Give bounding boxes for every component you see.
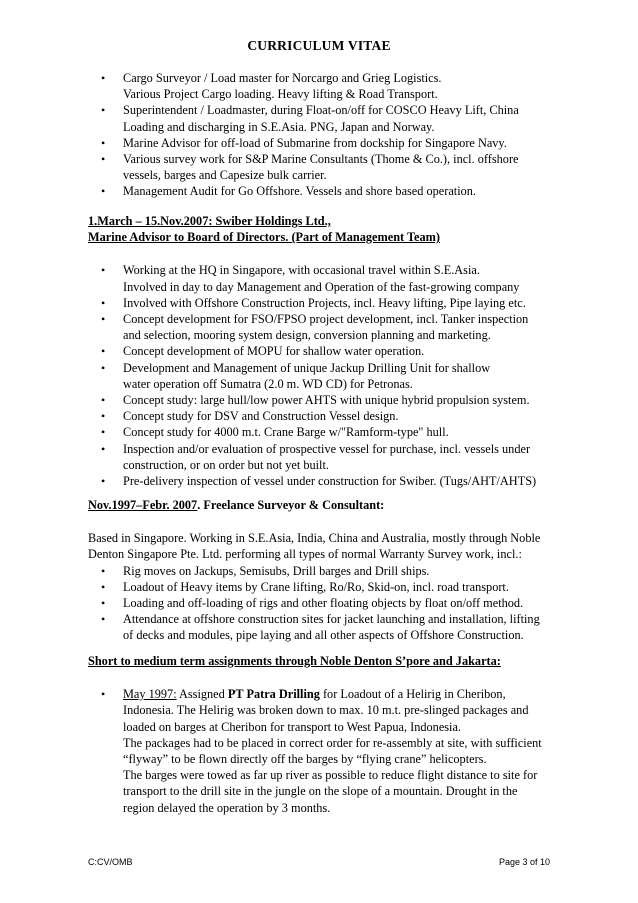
bullet-icon: • bbox=[101, 312, 106, 327]
footer-file-ref: C:CV/OMB bbox=[88, 857, 133, 867]
bullet-icon: • bbox=[101, 612, 106, 627]
bullet-text-line: Working at the HQ in Singapore, with occasional travel within S.E.Asia. bbox=[123, 263, 480, 278]
swiber-heading-line1: 1.March – 15.Nov.2007: Swiber Holdings Ltd., bbox=[88, 214, 331, 228]
list-item bbox=[88, 473, 558, 489]
bullet-text-line: Loading and off-loading of rigs and other floating objects by float on/off method. bbox=[123, 596, 524, 611]
bullet-text-line: Attendance at offshore construction sites for jacket launching and installation, lifting bbox=[123, 612, 540, 627]
noble-bullet-list bbox=[88, 686, 558, 816]
bullet-icon: • bbox=[101, 441, 106, 456]
bullet-icon: • bbox=[101, 563, 106, 578]
bullet-icon: • bbox=[101, 596, 106, 611]
noble-section bbox=[88, 653, 558, 816]
list-item bbox=[88, 135, 558, 151]
list-item bbox=[88, 262, 558, 294]
bullet-text-line: of decks and modules, pipe laying and all other aspects of Offshore Construction. bbox=[123, 628, 524, 643]
page-footer bbox=[88, 857, 550, 867]
list-item bbox=[88, 563, 558, 579]
bullet-icon: • bbox=[101, 184, 106, 199]
noble-heading: Short to medium term assignments through Noble Denton S’pore and Jakarta: bbox=[88, 654, 501, 668]
bullet-icon: • bbox=[101, 71, 106, 85]
assignment-date: May 1997: bbox=[123, 687, 177, 702]
bullet-text-line: Loading and discharging in S.E.Asia. PNG, Japan and Norway. bbox=[123, 119, 435, 134]
bullet-text-line: Concept development for FSO/FPSO project development, incl. Tanker inspection bbox=[123, 312, 529, 327]
list-item bbox=[88, 408, 558, 424]
freelance-heading-rest: . Freelance Surveyor & Consultant: bbox=[197, 498, 385, 512]
list-item bbox=[88, 424, 558, 440]
swiber-heading-line2: Marine Advisor to Board of Directors. (Part of Management Team) bbox=[88, 230, 440, 245]
bullet-text-line: and selection, mooring system design, conversion planning and marketing. bbox=[123, 328, 491, 343]
list-item bbox=[88, 70, 558, 102]
bullet-icon: • bbox=[101, 425, 106, 440]
swiber-bullet-list bbox=[88, 262, 558, 489]
assignment-pre: Assigned bbox=[176, 687, 228, 702]
assignment-text-line: Indonesia. The Helirig was broken down to max. 10 m.t. pre-slinged packages and bbox=[123, 703, 529, 718]
freelance-heading bbox=[88, 497, 558, 513]
bullet-icon: • bbox=[101, 409, 106, 424]
list-item bbox=[88, 595, 558, 611]
bullet-text-line: Various survey work for S&P Marine Consultants (Thome & Co.), incl. offshore bbox=[123, 152, 519, 167]
assignment-text-line: loaded on barges at Cheribon for transport to West Papua, Indonesia. bbox=[123, 719, 462, 734]
assignment-text-line: The barges were towed as far up river as possible to reduce flight distance to site for bbox=[123, 768, 538, 783]
freelance-section bbox=[88, 497, 558, 644]
bullet-text-line: Involved with Offshore Construction Projects, incl. Heavy lifting, Pipe laying etc. bbox=[123, 295, 526, 310]
bullet-text-line: Loadout of Heavy items by Crane lifting, Ro/Ro, Skid-on, incl. road transport. bbox=[123, 579, 509, 594]
bullet-icon: • bbox=[101, 360, 106, 375]
list-item bbox=[88, 295, 558, 311]
bullet-icon: • bbox=[101, 263, 106, 278]
intro-bullet-list bbox=[88, 70, 558, 200]
bullet-text-line: Rig moves on Jackups, Semisubs, Drill barges and Drill ships. bbox=[123, 563, 430, 578]
freelance-bullet-list bbox=[88, 563, 558, 644]
list-item bbox=[88, 611, 558, 643]
bullet-icon: • bbox=[101, 152, 106, 167]
bullet-text-line: Development and Management of unique Jackup Drilling Unit for shallow bbox=[123, 360, 491, 375]
intro-section bbox=[88, 70, 558, 200]
bullet-text-line: Concept study for 4000 m.t. Crane Barge w/"Ramform-type" hull. bbox=[123, 425, 449, 440]
bullet-text-line: Concept study for DSV and Construction Vessel design. bbox=[123, 409, 399, 424]
bullet-text-line: Involved in day to day Management and Operation of the fast-growing company bbox=[123, 279, 520, 294]
bullet-text-line: Inspection and/or evaluation of prospective vessel for purchase, incl. vessels under bbox=[123, 441, 531, 456]
bullet-text-line: Pre-delivery inspection of vessel under construction for Swiber. (Tugs/AHT/AHTS) bbox=[123, 474, 537, 489]
assignment-text-line: region delayed the operation by 3 months. bbox=[123, 800, 331, 815]
bullet-text-line: Cargo Surveyor / Load master for Norcargo and Grieg Logistics. bbox=[123, 71, 442, 85]
bullet-icon: • bbox=[101, 103, 106, 118]
assignment-text-line: The packages had to be placed in correct order for re-assembly at site, with sufficient bbox=[123, 735, 542, 750]
assignment-text-line: transport to the drill site in the jungle on the slope of a mountain. Drought in the bbox=[123, 784, 518, 799]
list-item bbox=[88, 311, 558, 343]
list-item bbox=[88, 392, 558, 408]
bullet-text-line: Concept development of MOPU for shallow water operation. bbox=[123, 344, 425, 359]
swiber-section bbox=[88, 213, 558, 489]
list-item bbox=[88, 102, 558, 134]
page-title: CURRICULUM VITAE bbox=[247, 38, 391, 53]
list-item bbox=[88, 441, 558, 473]
list-item bbox=[88, 343, 558, 359]
bullet-text-line: vessels, barges and Capesize bulk carrier. bbox=[123, 168, 327, 183]
bullet-text-line: Management Audit for Go Offshore. Vessels and shore based operation. bbox=[123, 184, 477, 199]
bullet-text-line: Various Project Cargo loading. Heavy lifting & Road Transport. bbox=[123, 87, 438, 102]
bullet-icon: • bbox=[101, 393, 106, 408]
list-item bbox=[88, 360, 558, 392]
bullet-text-line: Marine Advisor for off-load of Submarine from dockship for Singapore Navy. bbox=[123, 135, 507, 150]
list-item bbox=[88, 183, 558, 199]
bullet-text-line: water operation off Sumatra (2.0 m. WD CD) for Petronas. bbox=[123, 376, 413, 391]
bullet-icon: • bbox=[101, 687, 106, 702]
list-item bbox=[88, 151, 558, 183]
bullet-text-line: construction, or on order but not yet built. bbox=[123, 457, 329, 472]
footer-page-number: Page 3 of 10 bbox=[498, 857, 550, 867]
bullet-text-line: Superintendent / Loadmaster, during Float-on/off for COSCO Heavy Lift, China bbox=[123, 103, 519, 118]
assignment-post: for Loadout of a Helirig in Cheribon, bbox=[319, 687, 506, 702]
bullet-icon: • bbox=[101, 344, 106, 359]
list-item bbox=[88, 686, 558, 816]
bullet-text-line: Concept study: large hull/low power AHTS with unique hybrid propulsion system. bbox=[123, 393, 530, 408]
bullet-icon: • bbox=[101, 579, 106, 594]
assignment-company: PT Patra Drilling bbox=[227, 687, 320, 702]
list-item bbox=[88, 579, 558, 595]
freelance-para-line1: Based in Singapore. Working in S.E.Asia, India, China and Australia, mostly through Noble bbox=[88, 531, 541, 546]
bullet-icon: • bbox=[101, 474, 106, 489]
freelance-heading-date: Nov.1997–Febr. 2007 bbox=[88, 498, 198, 512]
bullet-icon: • bbox=[101, 295, 106, 310]
assignment-text-line: “flyway” to be flown directly off the barges by “flying crane” helicopters. bbox=[123, 752, 487, 767]
assignment-description bbox=[123, 702, 558, 815]
freelance-para-line2: Denton Singapore Pte. Ltd. performing all types of normal Warranty Survey work, incl.: bbox=[88, 547, 522, 562]
bullet-icon: • bbox=[101, 135, 106, 150]
